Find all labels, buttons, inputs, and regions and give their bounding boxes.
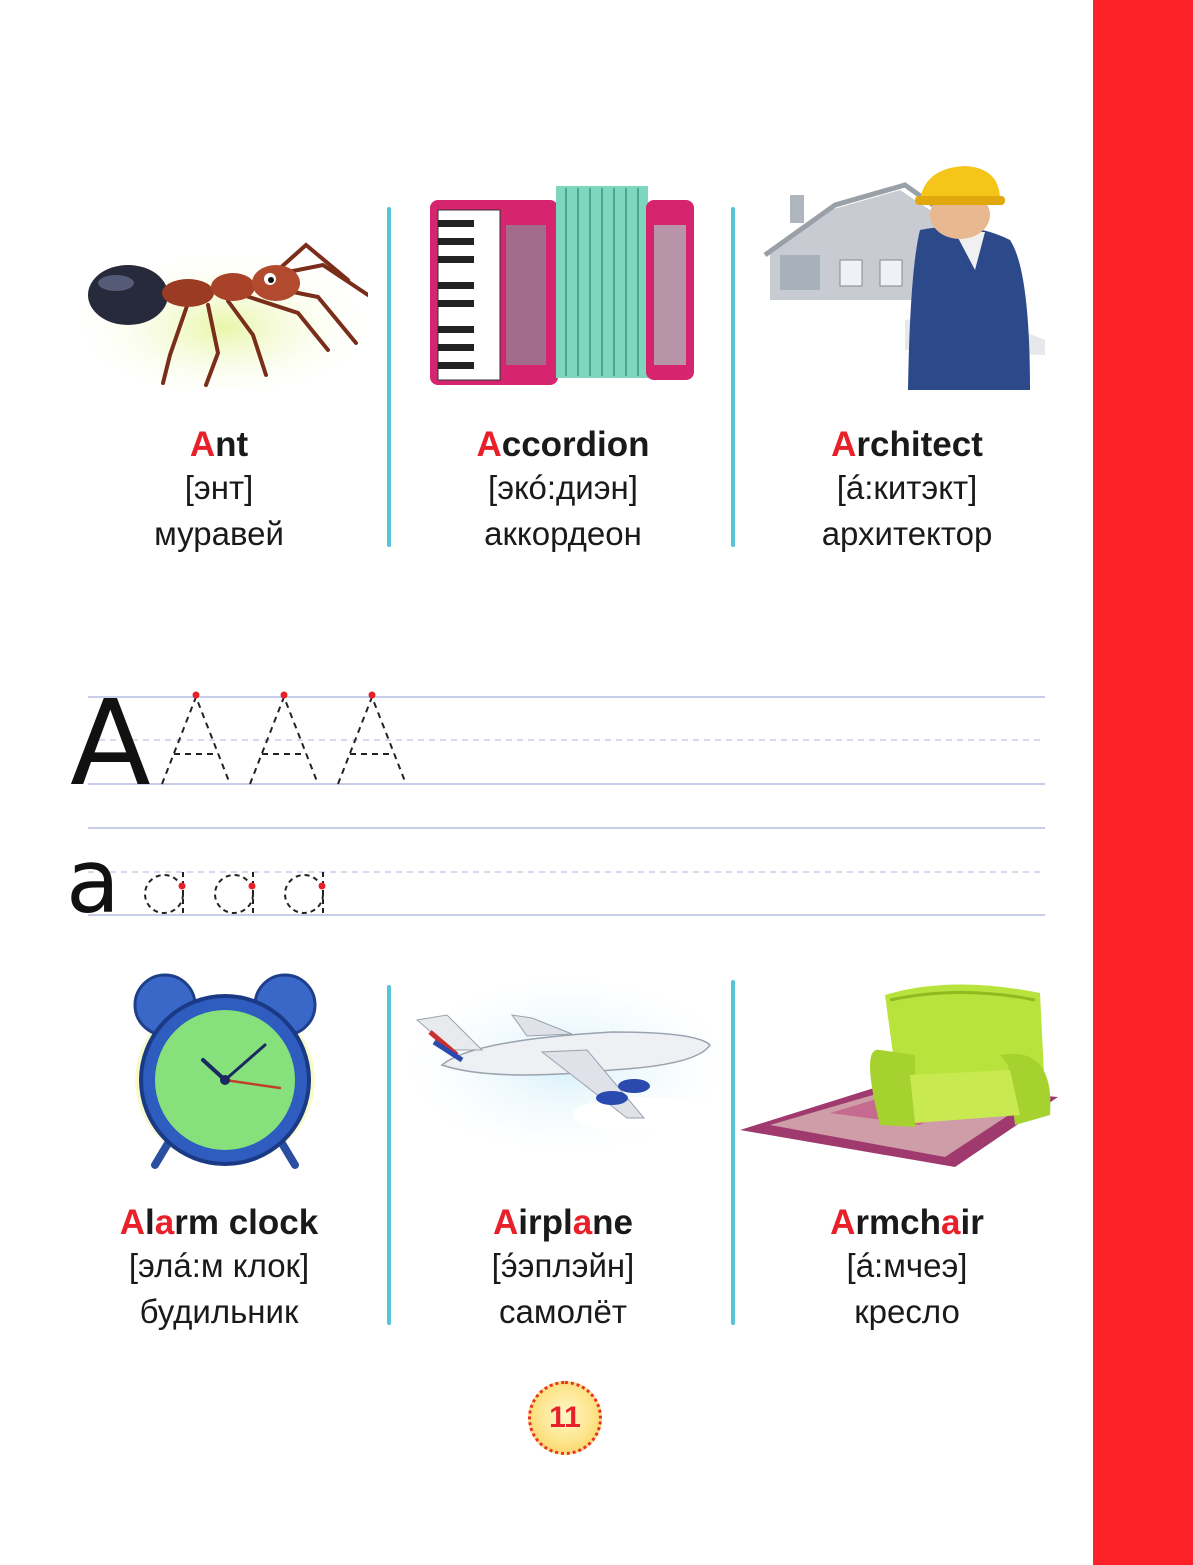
divider-bottom-2 <box>731 980 735 1325</box>
word-armchair: Armchair <box>830 1203 984 1242</box>
translation-armchair: кресло <box>854 1293 960 1330</box>
translation-ant: муравей <box>154 515 284 552</box>
translation-architect: архитектор <box>821 515 993 552</box>
translation-alarm-clock: будильник <box>139 1293 299 1330</box>
armchair-icon <box>740 975 1060 1170</box>
transcription-airplane: [э́эплэйн] <box>491 1247 635 1284</box>
sample-upper-a: A <box>70 674 151 812</box>
transcription-alarm-clock: [элá:м клок] <box>128 1247 310 1284</box>
translation-airplane: самолёт <box>499 1293 627 1330</box>
transcription-armchair: [á:мчеэ] <box>846 1247 968 1284</box>
traced-lower-a <box>145 872 323 915</box>
alarm-clock-icon <box>125 970 325 1170</box>
red-side-band <box>1093 0 1193 1565</box>
word-architect: Architect <box>831 425 983 464</box>
word-ant: Ant <box>189 425 249 464</box>
page-number: 11 <box>528 1381 602 1455</box>
card-alarm-clock <box>54 1203 384 1335</box>
word-accordion: Accordion <box>476 425 650 464</box>
card-airplane <box>398 1203 728 1335</box>
sample-lower-a: a <box>66 830 120 933</box>
airplane-icon <box>412 970 722 1150</box>
divider-bottom-1 <box>387 985 391 1325</box>
transcription-ant: [энт] <box>184 469 254 506</box>
transcription-accordion: [экó:диэн] <box>488 469 638 506</box>
card-armchair <box>742 1203 1072 1335</box>
word-alarm-clock: Alarm clock <box>119 1203 319 1242</box>
translation-accordion: аккордеон <box>484 515 642 552</box>
transcription-architect: [á:китэкт] <box>836 469 978 506</box>
word-airplane: Airplane <box>492 1203 634 1242</box>
